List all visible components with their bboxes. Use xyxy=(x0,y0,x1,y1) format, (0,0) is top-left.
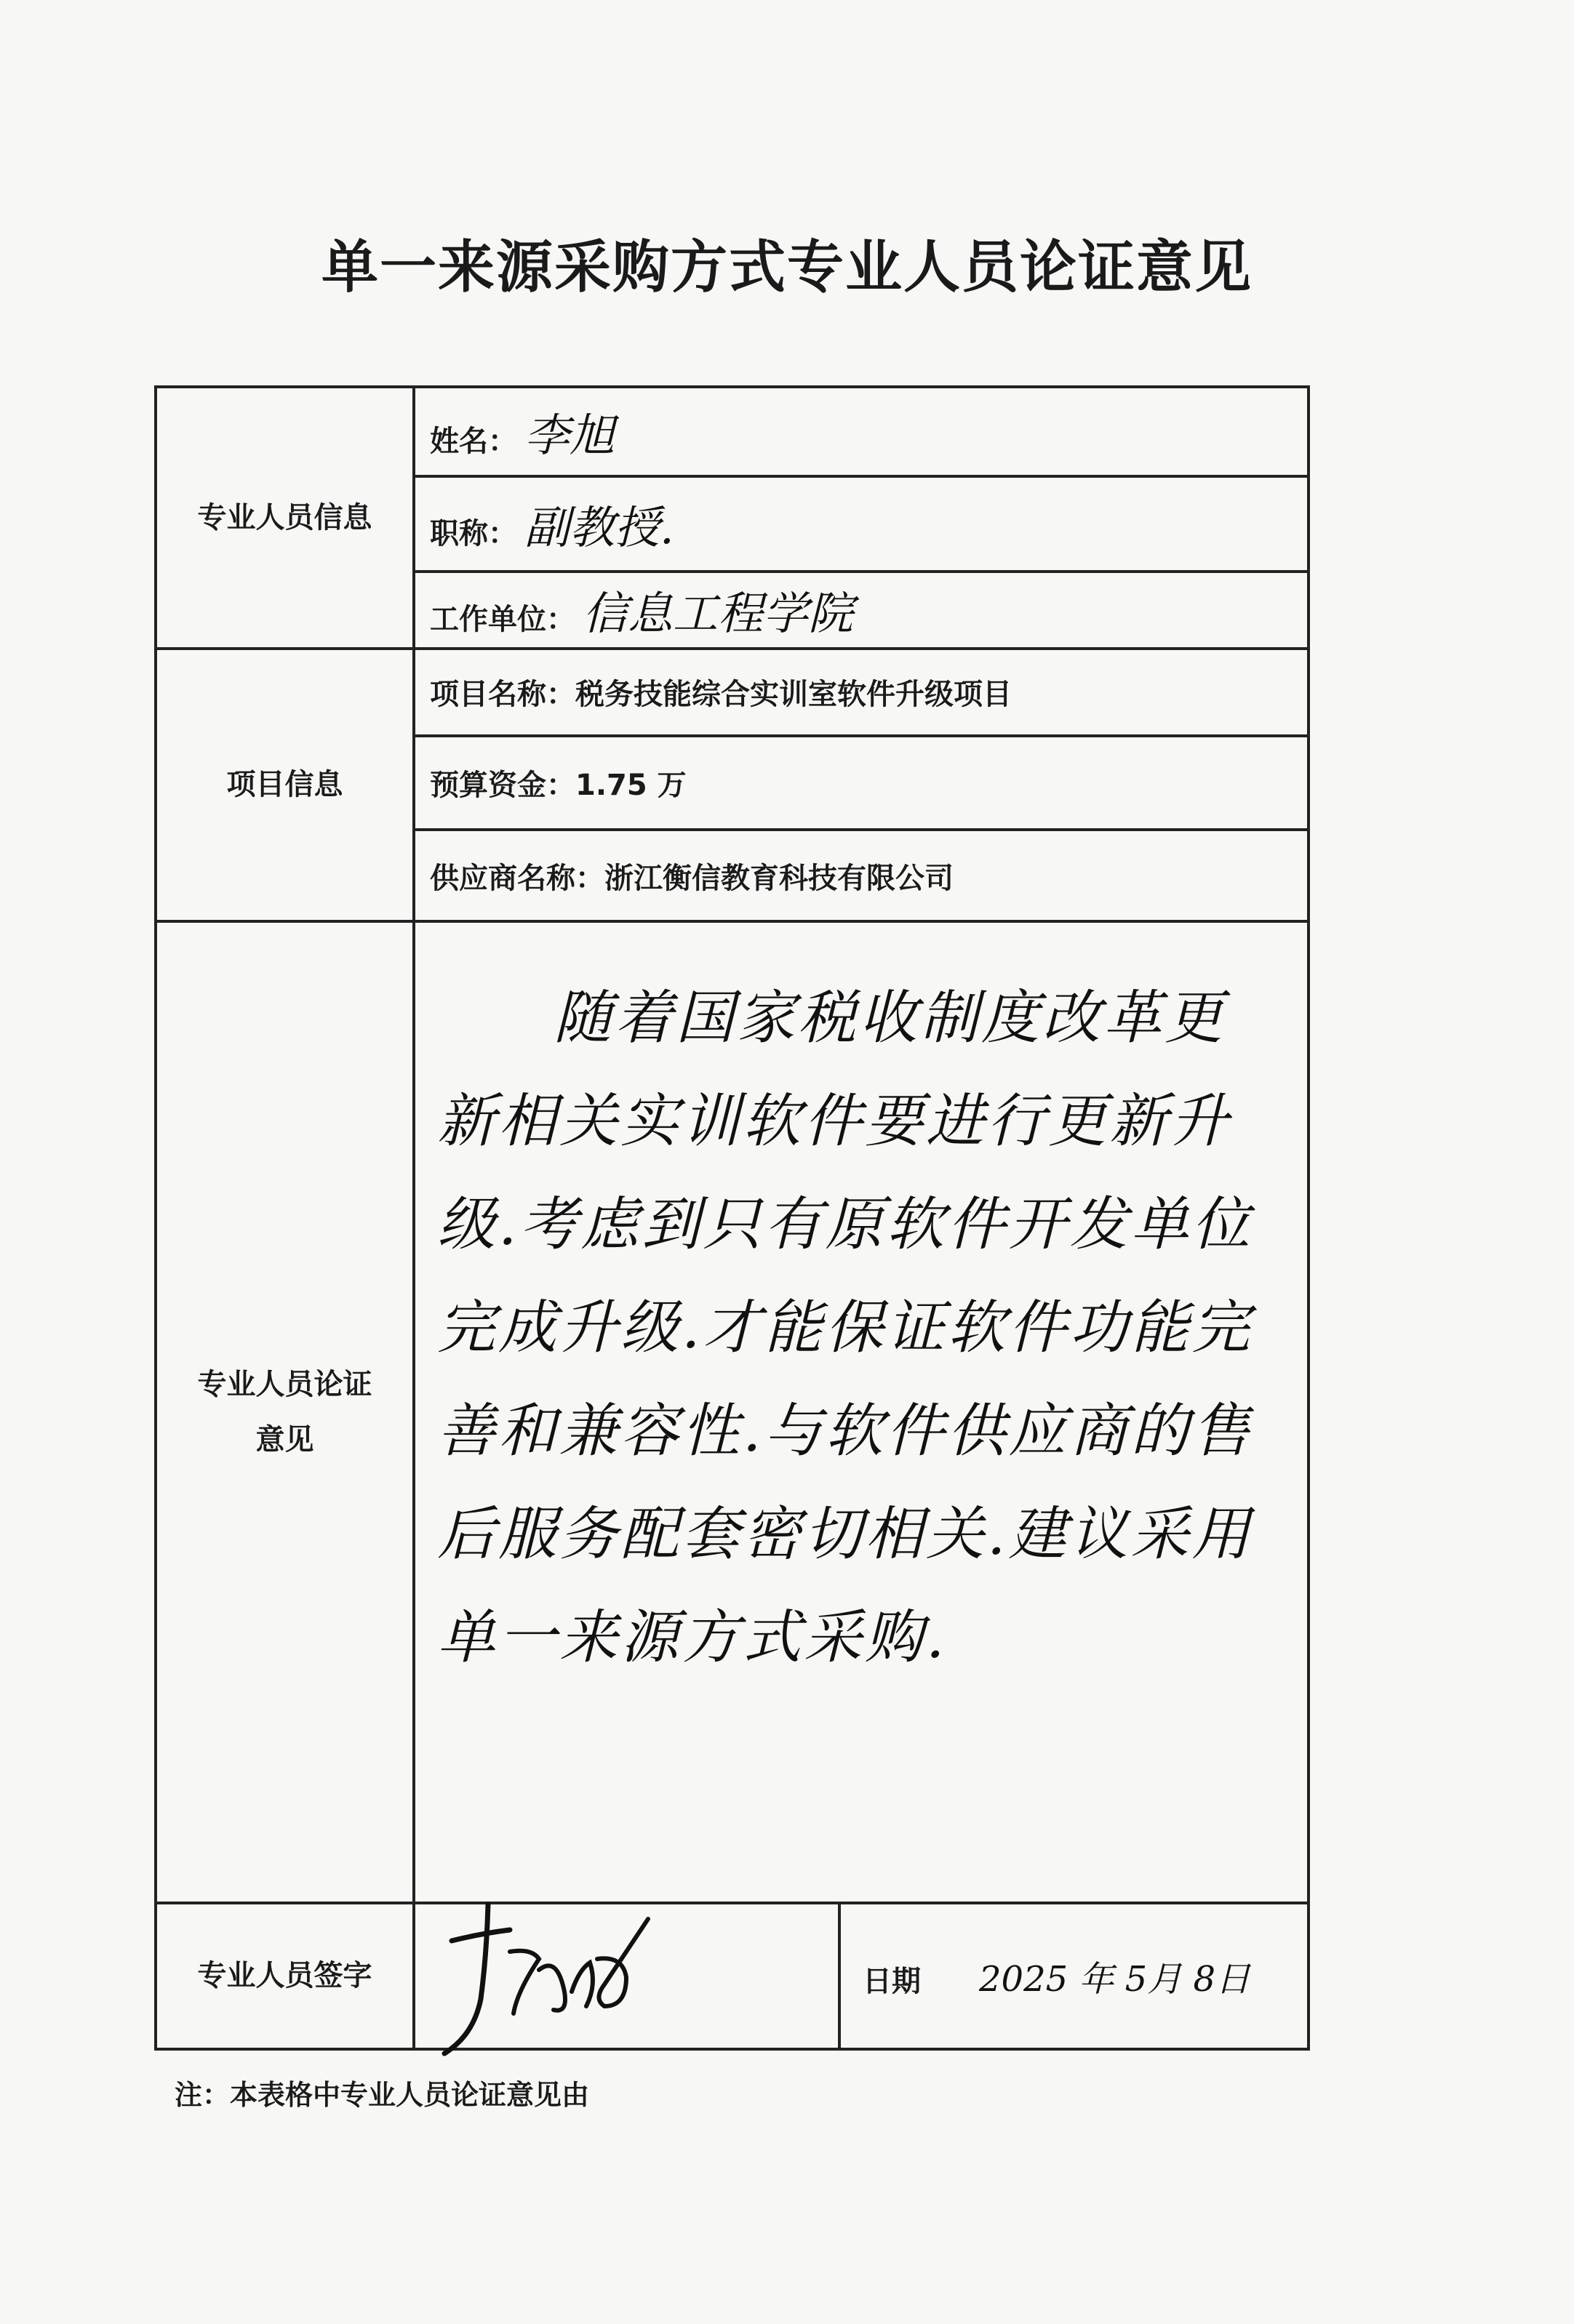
date-value-handwritten: 2025 年 5月 8日 xyxy=(979,1958,1251,2000)
project-section-label: 项目信息 xyxy=(156,649,414,922)
footnote: 注：本表格中专业人员论证意见由 xyxy=(175,2079,590,2111)
name-value-handwritten: 李旭 xyxy=(524,408,615,462)
opinion-label-line2: 意见 xyxy=(255,1422,314,1456)
signature-label: 专业人员签字 xyxy=(156,1903,414,2049)
supplier-row xyxy=(414,830,1309,921)
title-label: 职称： xyxy=(430,516,517,550)
page-title: 单一来源采购方式专业人员论证意见 xyxy=(321,235,1253,300)
budget-label: 预算资金： xyxy=(430,769,575,803)
personnel-section-label: 专业人员信息 xyxy=(156,387,414,649)
project-name-value: 税务技能综合实训室软件升级项目 xyxy=(575,678,1012,712)
opinion-label-line1: 专业人员论证 xyxy=(197,1367,372,1401)
title-row xyxy=(414,476,1309,572)
date-cell xyxy=(839,1903,1309,2049)
title-value-handwritten: 副教授. xyxy=(524,500,674,554)
unit-label: 工作单位： xyxy=(430,603,575,637)
name-row xyxy=(414,387,1309,476)
unit-row xyxy=(414,572,1309,649)
supplier-value: 浙江衡信教育科技有限公司 xyxy=(604,861,954,895)
opinion-content xyxy=(414,921,1309,1902)
argument-form-table xyxy=(154,385,1310,2051)
project-name-label: 项目名称： xyxy=(430,678,575,712)
budget-row xyxy=(414,736,1309,830)
name-label: 姓名： xyxy=(430,424,517,458)
budget-value: 1.75 万 xyxy=(575,769,687,803)
unit-value-handwritten: 信息工程学院 xyxy=(583,587,854,641)
date-label: 日期 xyxy=(863,1964,921,1998)
opinion-section-label xyxy=(156,921,414,1902)
opinion-handwritten-text: 随着国家税收制度改革更新相关实训软件要进行更新升级.考虑到只有原软件开发单位完成升级.才能保证软件功能完善和兼容性.与软件供应商的售后服务配套密切相关.建议采用单一来源方式采购. xyxy=(437,984,1253,1672)
project-name-row xyxy=(414,649,1309,737)
signature-image xyxy=(430,1890,670,2057)
signature-cell xyxy=(414,1903,839,2049)
supplier-label: 供应商名称： xyxy=(430,861,604,895)
